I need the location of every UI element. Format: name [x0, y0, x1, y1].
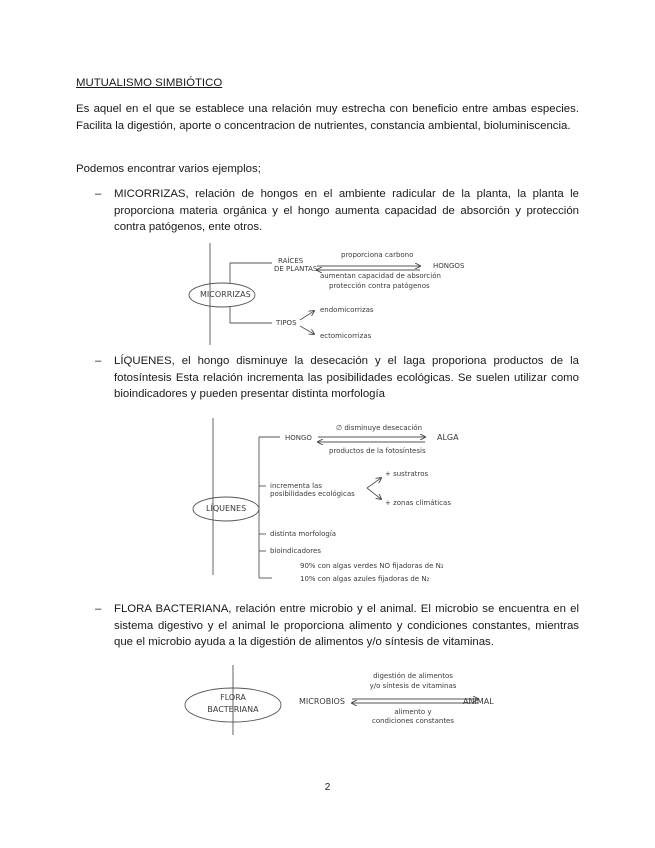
microbios-label: MICROBIOS	[299, 697, 345, 706]
list-bullet: –	[95, 603, 102, 615]
liquenes-node: LÍQUENES	[206, 504, 247, 513]
photosynthesis-label: productos de la fotosíntesis	[329, 447, 426, 455]
animal-label: ANIMAL	[463, 697, 494, 706]
intro-paragraph: Es aquel en el que se establece una relación muy estrecha con beneficio entre ambas especies. Facilita la digestión, aporte o concentracion de nutrientes, constancia ambiental, bioluminiscencia.	[76, 103, 579, 132]
page-number: 2	[324, 782, 331, 793]
zonas-label: + zonas climáticas	[385, 499, 451, 507]
examples-lead-text: Podemos encontrar varios ejemplos;	[76, 163, 261, 175]
sustratos-label: + sustratros	[385, 470, 429, 478]
algas-azules-label: 10% con algas azules fijadoras de N₂	[300, 575, 430, 583]
list-bullet: –	[95, 188, 102, 200]
plantas-label: DE PLANTAS	[274, 265, 318, 273]
flora-node-line2: BACTERIANA	[207, 705, 259, 714]
alga-label: ALGA	[437, 433, 459, 442]
algas-verdes-label: 90% con algas verdes NO fijadoras de N₂	[300, 562, 444, 570]
posibilidades-label: posibilidades ecológicas	[270, 490, 355, 498]
vitaminas-label: y/o síntesis de vitaminas	[369, 682, 457, 690]
ectomicorrizas-label: ectomicorrizas	[320, 332, 372, 340]
morfologia-label: distinta morfología	[270, 530, 337, 538]
list-item-flora-bacteriana: FLORA BACTERIANA, relación entre microbio y el animal. El microbio se encuentra en el sistema digestivo y el animal le proporciona alimento y condiciones constantes, mientras que el microbio ayuda a la digestión de alimentos y/o síntesis de vitaminas.	[114, 603, 579, 649]
absorption-label: aumentan capacidad de absorción	[320, 272, 441, 280]
list-item-liquenes: LÍQUENES, el hongo disminuye la desecación y el laga proporiona productos de la fotosíntesis Esta relación incrementa las posibilidades ecológicas. Se suelen utilizar como bioindicadores y pueden presentar distinta morfología	[114, 355, 579, 401]
condiciones-label: condiciones constantes	[371, 717, 455, 725]
bioindicadores-label: bioindicadores	[270, 547, 321, 555]
page-title: MUTUALISMO SIMBIÓTICO	[76, 77, 223, 89]
flora-node-line1: FLORA	[220, 693, 246, 702]
hongo-label: HONGO	[285, 434, 312, 442]
alimento-label: alimento y	[394, 708, 432, 716]
list-bullet: –	[95, 355, 102, 367]
micorrizas-node: MICORRIZAS	[200, 290, 251, 299]
incrementa-label: incrementa las	[270, 482, 322, 490]
endomicorrizas-label: endomicorrizas	[320, 306, 374, 314]
desiccation-label: ∅ disminuye desecación	[336, 424, 423, 432]
tipos-label: TIPOS	[276, 319, 297, 327]
hongos-label: HONGOS	[433, 262, 465, 270]
carbon-label: proporciona carbono	[341, 251, 414, 259]
list-item-micorrizas: MICORRIZAS, relación de hongos en el ambiente radicular de la planta, la planta le proporciona materia orgánica y el hongo aumenta capacidad de absorción y protección contra patógenos, ente otros.	[114, 188, 579, 234]
digestion-label: digestión de alimentos	[373, 672, 453, 680]
raices-label: RAÍCES	[278, 257, 304, 265]
pathogen-label: protección contra patógenos	[329, 282, 430, 290]
